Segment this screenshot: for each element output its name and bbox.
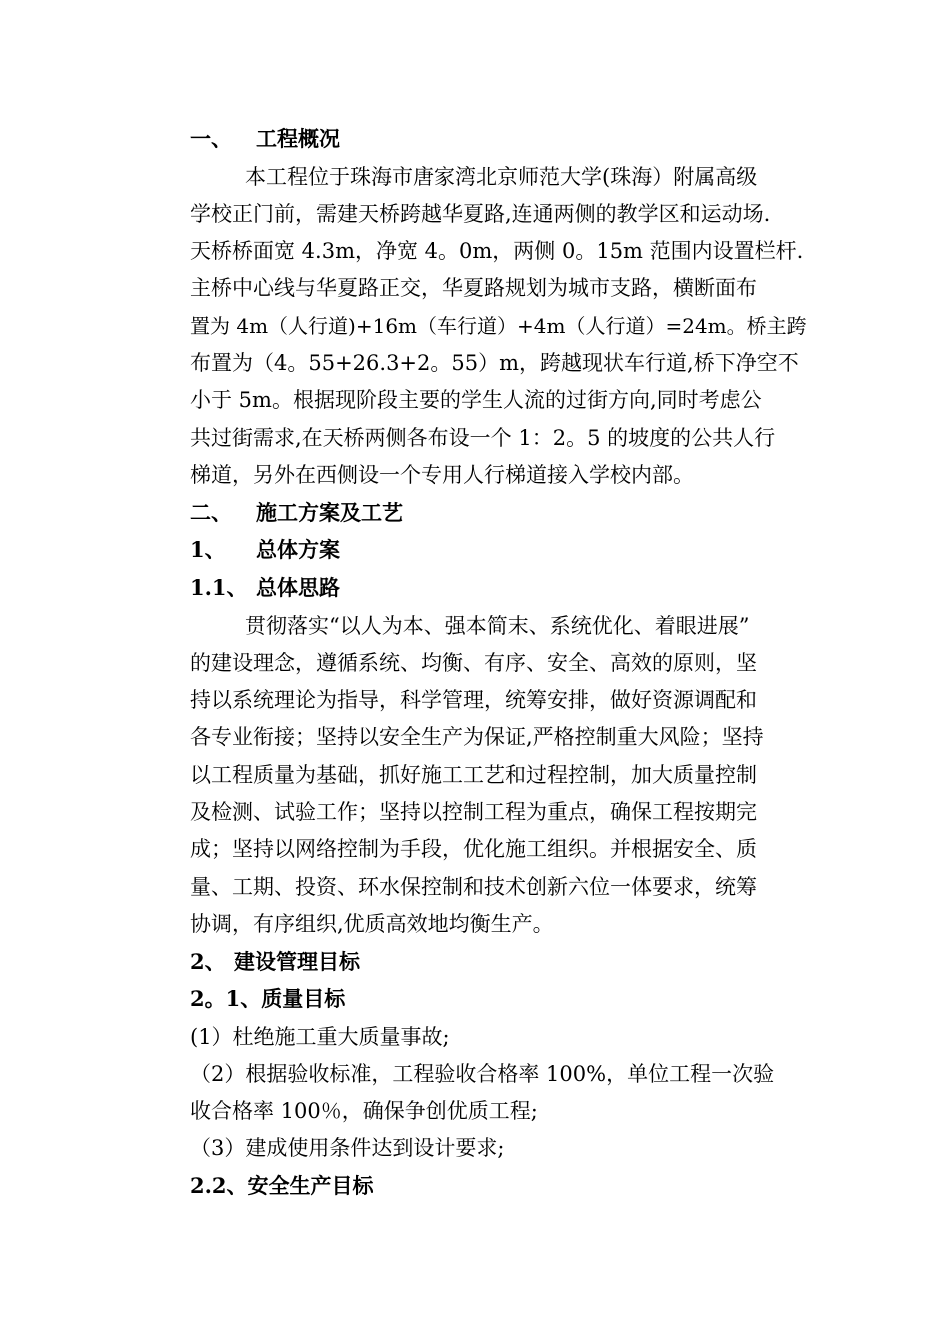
subsubsection-title: 总体思路 bbox=[256, 575, 340, 600]
paragraph-line: 置为 4m（人行道)+16m（车行道）+4m（人行道）=24m。桥主跨 bbox=[190, 314, 807, 338]
paragraph-line: 及检测、试验工作；坚持以控制工程为重点，确保工程按期完 bbox=[190, 800, 757, 824]
section-number: 二、 bbox=[190, 500, 232, 525]
section-heading-construction bbox=[190, 496, 812, 530]
subsubsection-number: 1.1、 bbox=[190, 575, 248, 600]
paragraph-line: 学校正门前，需建天桥跨越华夏路,连通两侧的教学区和运动场. bbox=[190, 202, 771, 226]
section-title: 施工方案及工艺 bbox=[256, 500, 403, 525]
subsection-number: 2、 bbox=[190, 949, 226, 974]
subsubsection-heading-safety-goals: 2.2、安全生产目标 bbox=[190, 1173, 374, 1198]
subsection-title: 总体方案 bbox=[256, 537, 340, 562]
paragraph-line: 协调，有序组织,优质高效地均衡生产。 bbox=[190, 912, 554, 936]
paragraph-line: 持以系统理论为指导，科学管理，统筹安排，做好资源调配和 bbox=[190, 688, 757, 712]
subsection-title: 建设管理目标 bbox=[234, 949, 360, 974]
paragraph-line: 共过街需求,在天桥两侧各布设一个 1：2。5 的坡度的公共人行 bbox=[190, 426, 776, 450]
paragraph-line: 贯彻落实“以人为本、强本简末、系统优化、着眼进展” bbox=[245, 614, 750, 638]
paragraph-line: 以工程质量为基础，抓好施工工艺和过程控制，加大质量控制 bbox=[190, 763, 757, 787]
paragraph-line: 量、工期、投资、环水保控制和技术创新六位一体要求，统筹 bbox=[190, 875, 757, 899]
list-item: (1）杜绝施工重大质量事故; bbox=[190, 1025, 450, 1049]
paragraph-line: 成；坚持以网络控制为手段，优化施工组织。并根据安全、质 bbox=[190, 837, 757, 861]
subsection-number: 1、 bbox=[190, 537, 226, 562]
paragraph-line: 的建设理念，遵循系统、均衡、有序、安全、高效的原则，坚 bbox=[190, 651, 757, 675]
paragraph-line: 梯道，另外在西侧设一个专用人行梯道接入学校内部。 bbox=[190, 463, 694, 487]
paragraph-line: 布置为（4。55+26.3+2。55）m，跨越现状车行道,桥下净空不 bbox=[190, 351, 799, 375]
subsubsection-heading-overall-idea bbox=[190, 571, 812, 605]
section-title: 工程概况 bbox=[256, 126, 340, 151]
list-item: （2）根据验收标准，工程验收合格率 100%，单位工程一次验 bbox=[190, 1062, 775, 1086]
paragraph-line: 主桥中心线与华夏路正交，华夏路规划为城市支路，横断面布 bbox=[190, 276, 757, 300]
list-item-continuation: 收合格率 100％，确保争创优质工程; bbox=[190, 1099, 538, 1123]
section-heading-overview bbox=[190, 122, 812, 156]
subsection-heading-overall-plan bbox=[190, 533, 812, 567]
section-number: 一、 bbox=[190, 126, 232, 151]
paragraph-line: 各专业衔接；坚持以安全生产为保证,严格控制重大风险；坚持 bbox=[190, 725, 764, 749]
subsection-heading-management-goals bbox=[190, 945, 812, 979]
subsubsection-heading-quality-goals: 2。1、质量目标 bbox=[190, 986, 346, 1011]
list-item: （3）建成使用条件达到设计要求; bbox=[190, 1136, 505, 1160]
paragraph-line: 本工程位于珠海市唐家湾北京师范大学(珠海）附属高级 bbox=[245, 165, 758, 189]
paragraph-line: 小于 5m。根据现阶段主要的学生人流的过街方向,同时考虑公 bbox=[190, 388, 762, 412]
paragraph-line: 天桥桥面宽 4.3m，净宽 4。0m，两侧 0。15m 范围内设置栏杆. bbox=[190, 239, 804, 263]
